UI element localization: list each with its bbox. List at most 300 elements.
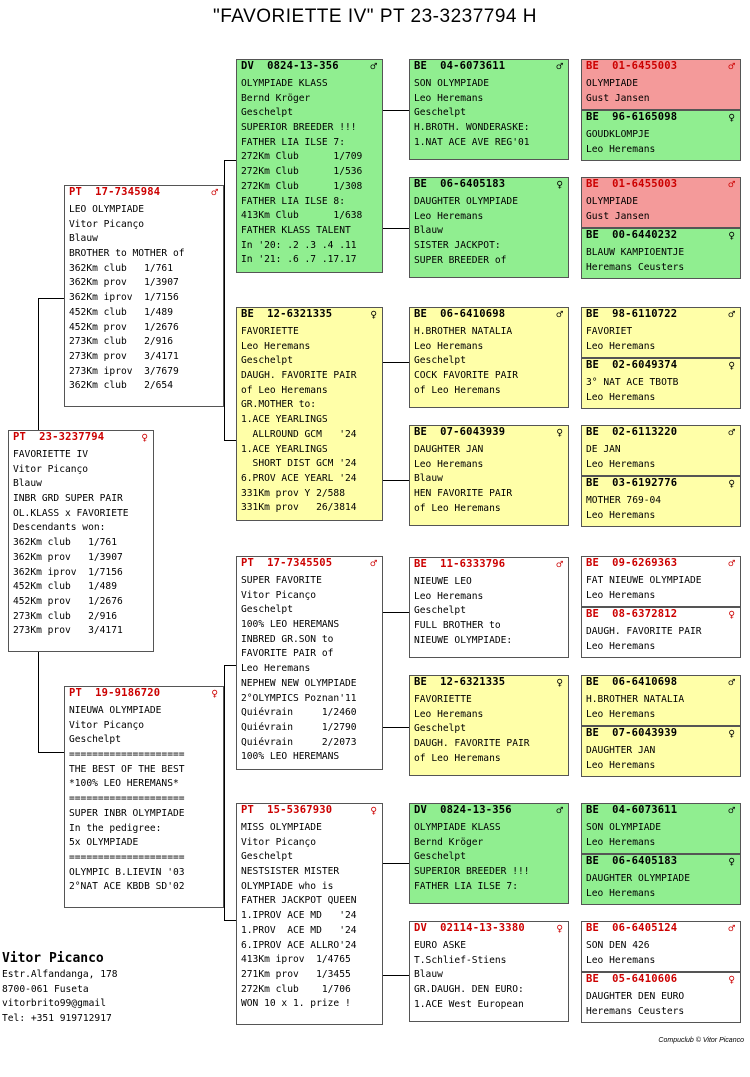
pigeon-info-line: SON OLYMPIADE [586,822,662,833]
male-icon: ♂ [728,178,735,191]
pigeon-info-line: Leo Heremans [586,836,656,848]
pigeon-info-line: OLYMPIADE KLASS [414,822,501,833]
connector-line [224,920,236,921]
connector-line [383,362,409,363]
pigeon-info-line: SON DEN 426 [586,940,650,951]
pigeon-info-line: SISTER JACKPOT: [414,240,501,252]
ring-number: BE 06-6405183 [414,178,506,190]
pigeon-card-g3[interactable] [581,177,741,228]
pigeon-info-line: OLYMPIADE [586,78,638,89]
pigeon-info-line: Vitor Picanço [241,589,317,601]
pigeon-info-line: of Leo Heremans [414,384,501,396]
pigeon-info-line: THE BEST OF THE BEST [69,763,185,775]
pigeon-info-line: Geschelpt [414,851,466,863]
ring-number: PT 17-7345984 [69,186,161,198]
pigeon-info-line: 452Km prov 1/2676 [13,595,123,607]
pigeon-info-line: ==================== [69,793,185,805]
pigeon-info-line: 2°NAT ACE KBDB SD'02 [69,881,185,893]
pigeon-info-line: 1.ACE YEARLINGS [241,414,328,426]
pigeon-info-line: 2°OLYMPICS Poznan'11 [241,692,357,704]
connector-line [383,228,409,229]
ring-number: BE 01-6455003 [586,178,678,190]
female-icon: ♀ [556,178,563,191]
pigeon-info-line: FAVORIETTE IV [13,449,89,460]
ring-header [582,973,740,987]
pigeon-info-line: 362Km club 1/761 [13,537,117,549]
pigeon-info-line: NESTSISTER MISTER [241,866,340,878]
pigeon-info-line: Leo Heremans [586,509,656,521]
pigeon-info-line: Leo Heremans [414,590,484,602]
male-icon: ♂ [370,60,377,73]
pigeon-info-line: 452Km prov 1/2676 [69,321,179,333]
pigeon-info-line: Geschelpt [414,107,466,119]
male-icon: ♂ [556,558,563,571]
pigeon-info-line: T.Schlief-Stiens [414,954,507,966]
female-icon: ♀ [728,727,735,740]
pigeon-info-line: Geschelpt [414,355,466,367]
female-icon: ♀ [728,229,735,242]
pigeon-info-line: 452Km club 1/489 [69,306,173,318]
connector-line [38,652,39,752]
pigeon-info-line: H.BROTHER NATALIA [586,694,685,705]
pigeon-card-g11[interactable] [581,675,741,726]
pigeon-info-line: Leo Heremans [586,887,656,899]
pigeon-info-line: MISS OLYMPIADE [241,822,322,833]
pigeon-card-g12[interactable] [581,726,741,777]
male-icon: ♂ [728,308,735,321]
pigeon-info-line: FAVORIETTE [241,326,299,337]
female-icon: ♀ [141,431,148,444]
pigeon-info-line: 362Km prov 1/3907 [13,551,123,563]
pigeon-info-line: FAVORIETTE [414,694,472,705]
pigeon-info-line: INBRED GR.SON to [241,633,334,645]
pigeon-card-g8[interactable] [581,476,741,527]
pigeon-info-line: of Leo Heremans [414,752,501,764]
male-icon: ♂ [556,804,563,817]
female-icon: ♀ [370,804,377,817]
male-icon: ♂ [556,308,563,321]
pigeon-info-line: Geschelpt [241,604,293,616]
pigeon-card-fff[interactable] [409,59,569,160]
pigeon-info-line: In the pedigree: [69,822,162,834]
pigeon-info-line: Gust Jansen [586,92,650,104]
connector-line [38,298,64,299]
pigeon-info-line: 3° NAT ACE TBOTB [586,377,679,388]
male-icon: ♂ [211,186,218,199]
connector-line [383,480,409,481]
pigeon-info-line: Geschelpt [241,355,293,367]
pigeon-info-line: Leo Heremans [414,708,484,720]
pigeon-info-line: Leo Heremans [414,92,484,104]
pigeon-info-line: 6.IPROV ACE ALLRO'24 [241,939,357,951]
pigeon-info-line: Heremans Ceusters [586,261,685,273]
ring-header [410,178,568,192]
pigeon-info-line: Geschelpt [241,107,293,119]
ring-number: BE 06-6405183 [586,855,678,867]
ring-header [582,229,740,243]
pigeon-card-g14[interactable] [581,854,741,905]
pigeon-info-line: Leo Heremans [414,458,484,470]
pigeon-card-g13[interactable] [581,803,741,854]
pigeon-info-line: H.BROTHER NATALIA [414,326,513,337]
pigeon-info-line: NIEUWE LEO [414,576,472,587]
pigeon-info-line: FAVORITE PAIR of [241,648,334,660]
pigeon-info-line: OL.KLASS x FAVORIETE [13,507,129,519]
pigeon-info-line: Blauw [414,225,443,237]
pigeon-info-line: 362Km iprov 1/7156 [13,566,123,578]
ring-number: BE 96-6165098 [586,111,678,123]
pigeon-info-line: 5x OLYMPIADE [69,837,139,849]
ring-header [582,855,740,869]
pigeon-card-g1[interactable] [581,59,741,110]
pigeon-info-line: DAUGHTER OLYMPIADE [414,196,518,207]
pigeon-info-line: 362Km club 1/761 [69,262,173,274]
pigeon-info-line: Vitor Picanço [69,218,145,230]
ring-number: BE 12-6321335 [414,676,506,688]
pigeon-info-line: SUPERIOR BREEDER !!! [241,122,357,134]
owner-phone: Tel: +351 919712917 [2,1012,112,1024]
ring-number: BE 05-6410606 [586,973,678,985]
pigeon-info-line: 1.NAT ACE AVE REG'01 [414,136,530,148]
pigeon-info-line: BLAUW KAMPIOENTJE [586,247,685,258]
pigeon-info-line: GR.MOTHER to: [241,399,317,411]
female-icon: ♀ [556,676,563,689]
ring-number: BE 09-6269363 [586,557,678,569]
ring-header [237,557,382,571]
female-icon: ♀ [556,426,563,439]
pigeon-info-line: 331Km prov 26/3814 [241,502,357,514]
pigeon-info-line: Leo Heremans [586,708,656,720]
pigeon-info-line: SUPERIOR BREEDER !!! [414,866,530,878]
pigeon-info-line: Leo Heremans [414,340,484,352]
pigeon-card-fm[interactable] [236,307,383,521]
pigeon-card-mff[interactable] [409,557,569,658]
ring-number: BE 04-6073611 [414,60,506,72]
pigeon-info-line: DE JAN [586,444,621,455]
female-icon: ♀ [728,855,735,868]
owner-address: Estr.Alfandanga, 178 [2,969,118,980]
pigeon-info-line: 273Km prov 3/4171 [69,350,179,362]
pigeon-info-line: Leo Heremans [414,210,484,222]
pigeon-card-ff[interactable] [236,59,383,273]
pigeon-info-line: 271Km prov 1/3455 [241,968,351,980]
pigeon-info-line: DAUGHTER DEN EURO [586,991,685,1002]
pigeon-card-g6[interactable] [581,358,741,409]
ring-header [582,477,740,491]
pigeon-info-line: EURO ASKE [414,940,466,951]
connector-line [38,298,39,430]
pigeon-info-line: Descendants won: [13,522,106,534]
ring-number: PT 19-9186720 [69,687,161,699]
ring-header [582,111,740,125]
ring-number: BE 03-6192776 [586,477,678,489]
pigeon-info-line: FULL BROTHER to [414,620,501,632]
ring-number: BE 07-6043939 [414,426,506,438]
ring-header [65,687,223,701]
pigeon-info-line: Bernd Kröger [241,92,311,104]
connector-line [224,665,236,666]
pigeon-info-line: Geschelpt [69,734,121,746]
pigeon-info-line: 362Km club 2/654 [69,380,173,392]
pigeon-info-line: 331Km prov Y 2/588 [241,487,345,499]
pigeon-info-line: ALLROUND GCM '24 [241,428,357,440]
ring-header [410,922,568,936]
pigeon-card-g5[interactable] [581,307,741,358]
pigeon-info-line: 273Km club 2/916 [13,610,117,622]
male-icon: ♂ [728,60,735,73]
pigeon-info-line: Quiévrain 2/2073 [241,736,357,748]
pigeon-info-line: *100% LEO HEREMANS* [69,778,179,790]
pigeon-info-line: ==================== [69,749,185,761]
connector-line [224,160,236,161]
pigeon-info-line: of Leo Heremans [414,502,501,514]
pigeon-info-line: OLYMPIADE who is [241,880,334,892]
male-icon: ♂ [728,426,735,439]
male-icon: ♂ [728,676,735,689]
ring-header [237,804,382,818]
pigeon-info-line: Bernd Kröger [414,836,484,848]
pigeon-info-line: Heremans Ceusters [586,1005,685,1017]
pigeon-info-line: SUPER FAVORITE [241,575,322,586]
pigeon-info-line: NEPHEW NEW OLYMPIADE [241,677,357,689]
pigeon-info-line: 272Km Club 1/308 [241,180,363,192]
pigeon-info-line: 273Km prov 3/4171 [13,625,123,637]
ring-header [582,922,740,936]
ring-header [410,60,568,74]
pigeon-info-line: WON 10 x 1. prize ! [241,998,351,1010]
ring-number: BE 06-6405124 [586,922,678,934]
pigeon-info-line: FATHER JACKPOT QUEEN [241,895,357,907]
pigeon-info-line: 452Km club 1/489 [13,581,117,593]
ring-number: PT 15-5367930 [241,804,333,816]
ring-number: BE 01-6455003 [586,60,678,72]
pigeon-info-line: OLYMPIADE KLASS [241,78,328,89]
female-icon: ♀ [728,477,735,490]
pigeon-info-line: FAT NIEUWE OLYMPIADE [586,575,702,586]
pigeon-info-line: 1.ACE YEARLINGS [241,443,328,455]
female-icon: ♀ [370,308,377,321]
pigeon-info-line: Vitor Picanço [13,463,89,475]
pigeon-info-line: Blauw [69,233,98,245]
pigeon-info-line: Leo Heremans [586,391,656,403]
pigeon-info-line: 273Km iprov 3/7679 [69,365,179,377]
ring-header [237,308,382,322]
pigeon-card-mf[interactable] [236,556,383,770]
pigeon-info-line: DAUGHTER OLYMPIADE [586,873,690,884]
connector-line [383,863,409,864]
pigeon-card-g15[interactable] [581,921,741,972]
pigeon-info-line: OLYMPIADE [586,196,638,207]
ring-number: BE 04-6073611 [586,804,678,816]
ring-header [410,558,568,572]
pigeon-info-line: 100% LEO HEREMANS [241,619,340,631]
ring-number: BE 02-6049374 [586,359,678,371]
pigeon-info-line: NIEUWA OLYMPIADE [69,705,162,716]
pigeon-info-line: 1.PROV ACE MD '24 [241,924,357,936]
male-icon: ♂ [370,557,377,570]
pigeon-info-line: of Leo Heremans [241,384,328,396]
male-icon: ♂ [556,60,563,73]
pigeon-info-line: LEO OLYMPIADE [69,204,145,215]
pigeon-info-line: FATHER LIA ILSE 7: [414,880,518,892]
pigeon-info-line: 100% LEO HEREMANS [241,751,340,763]
connector-line [224,665,225,920]
ring-header [582,308,740,322]
ring-header [582,178,740,192]
pigeon-info-line: SUPER BREEDER of [414,254,507,266]
male-icon: ♂ [728,922,735,935]
pigeon-info-line: FAVORIET [586,326,633,337]
connector-line [383,612,409,613]
pigeon-card-mfm[interactable] [409,675,569,776]
ring-header [582,608,740,622]
pigeon-info-line: Leo Heremans [586,589,656,601]
owner-name: Vitor Picanco [2,951,104,966]
pigeon-info-line: Vitor Picanço [69,719,145,731]
pigeon-info-line: Leo Heremans [586,458,656,470]
female-icon: ♀ [728,359,735,372]
pigeon-card-mother[interactable] [64,686,224,908]
pigeon-info-line: SON OLYMPIADE [414,78,490,89]
ring-header [65,186,223,200]
ring-number: BE 11-6333796 [414,558,506,570]
pigeon-card-main[interactable] [8,430,154,652]
pigeon-info-line: MOTHER 769-04 [586,495,662,506]
pigeon-info-line: COCK FAVORITE PAIR [414,370,518,382]
owner-postal: 8700-061 Fuseta [2,983,89,995]
connector-line [383,110,409,111]
pigeon-info-line: Leo Heremans [586,143,656,155]
connector-line [383,727,409,728]
pigeon-info-line: Gust Jansen [586,210,650,222]
pigeon-info-line: DAUGH. FAVORITE PAIR [586,626,702,637]
ring-number: DV 02114-13-3380 [414,922,525,934]
owner-info [2,950,118,1026]
ring-header [9,431,153,445]
pigeon-info-line: DAUGHTER JAN [586,745,656,756]
ring-header [582,676,740,690]
pigeon-card-g2[interactable] [581,110,741,161]
ring-header [410,676,568,690]
ring-header [582,359,740,373]
pigeon-info-line: 273Km club 2/916 [69,336,173,348]
pigeon-info-line: Geschelpt [241,851,293,863]
pigeon-info-line: Quiévrain 1/2460 [241,707,357,719]
pigeon-card-fmf[interactable] [409,307,569,408]
ring-header [410,426,568,440]
pigeon-info-line: GOUDKLOMPJE [586,129,650,140]
ring-header [237,60,382,74]
ring-header [582,60,740,74]
pigeon-info-line: SUPER INBR OLYMPIADE [69,807,185,819]
connector-line [383,975,409,976]
female-icon: ♀ [211,687,218,700]
pigeon-card-g9[interactable] [581,556,741,607]
ring-number: BE 02-6113220 [586,426,678,438]
pigeon-info-line: 272Km Club 1/536 [241,166,363,178]
pigeon-card-g7[interactable] [581,425,741,476]
pigeon-card-fmm[interactable] [409,425,569,526]
ring-number: BE 08-6372812 [586,608,678,620]
pigeon-info-line: HEN FAVORITE PAIR [414,488,513,500]
ring-number: BE 07-6043939 [586,727,678,739]
pigeon-info-line: ==================== [69,851,185,863]
ring-header [582,426,740,440]
ring-number: BE 06-6410698 [586,676,678,688]
pigeon-info-line: Leo Heremans [586,759,656,771]
pigeon-card-g4[interactable] [581,228,741,279]
pigeon-info-line: 272Km club 1/706 [241,983,351,995]
female-icon: ♀ [728,973,735,986]
pigeon-card-mmm[interactable] [409,921,569,1022]
pigeon-info-line: DAUGH. FAVORITE PAIR [241,370,357,382]
pigeon-info-line: 362Km prov 1/3907 [69,277,179,289]
pigeon-info-line: H.BROTH. WONDERASKE: [414,122,530,134]
ring-header [582,804,740,818]
ring-header [582,727,740,741]
pigeon-info-line: NIEUWE OLYMPIADE: [414,634,513,646]
pigeon-info-line: Geschelpt [414,605,466,617]
pigeon-card-g16[interactable] [581,972,741,1023]
footer-credit: Compuclub © Vitor Picanco [658,1037,744,1044]
male-icon: ♂ [728,804,735,817]
pigeon-info-line: 413Km Club 1/638 [241,210,363,222]
ring-number: BE 98-6110722 [586,308,678,320]
pigeon-card-ffm[interactable] [409,177,569,278]
pigeon-info-line: 272Km Club 1/709 [241,151,363,163]
ring-header [410,804,568,818]
pigeon-card-mmf[interactable] [409,803,569,904]
pigeon-info-line: BROTHER to MOTHER of [69,248,185,260]
ring-header [582,557,740,571]
pigeon-info-line: Blauw [414,969,443,981]
owner-email: vitorbrito99@gmail [2,998,106,1009]
pigeon-info-line: GR.DAUGH. DEN EURO: [414,984,524,996]
pigeon-info-line: Blauw [13,478,42,490]
pigeon-info-line: Leo Heremans [586,640,656,652]
pigeon-info-line: Leo Heremans [241,340,311,352]
pigeon-info-line: Geschelpt [414,723,466,735]
pigeon-info-line: OLYMPIC B.LIEVIN '03 [69,866,185,878]
ring-number: DV 0824-13-356 [414,804,512,816]
pigeon-card-father[interactable] [64,185,224,407]
female-icon: ♀ [728,111,735,124]
ring-header [410,308,568,322]
pigeon-info-line: Quiévrain 1/2790 [241,721,357,733]
pigeon-info-line: 6.PROV ACE YEARL '24 [241,472,357,484]
pigeon-card-g10[interactable] [581,607,741,658]
pigeon-info-line: Leo Heremans [586,340,656,352]
ring-number: DV 0824-13-356 [241,60,339,72]
pigeon-info-line: Leo Heremans [586,954,656,966]
pigeon-info-line: Vitor Picanço [241,836,317,848]
connector-line [38,752,64,753]
connector-line [224,440,236,441]
pigeon-info-line: SHORT DIST GCM '24 [241,458,357,470]
connector-line [224,160,225,440]
pigeon-card-mm[interactable] [236,803,383,1025]
pigeon-info-line: 1.ACE West European [414,998,524,1010]
female-icon: ♀ [728,608,735,621]
pigeon-info-line: 413Km iprov 1/4765 [241,954,351,966]
ring-number: BE 12-6321335 [241,308,333,320]
pigeon-info-line: In '21: .6 .7 .17.17 [241,254,357,266]
pigeon-info-line: FATHER KLASS TALENT [241,224,351,236]
pigeon-info-line: Leo Heremans [241,663,311,675]
pigeon-info-line: 362Km iprov 1/7156 [69,292,179,304]
male-icon: ♂ [728,557,735,570]
ring-number: BE 00-6440232 [586,229,678,241]
